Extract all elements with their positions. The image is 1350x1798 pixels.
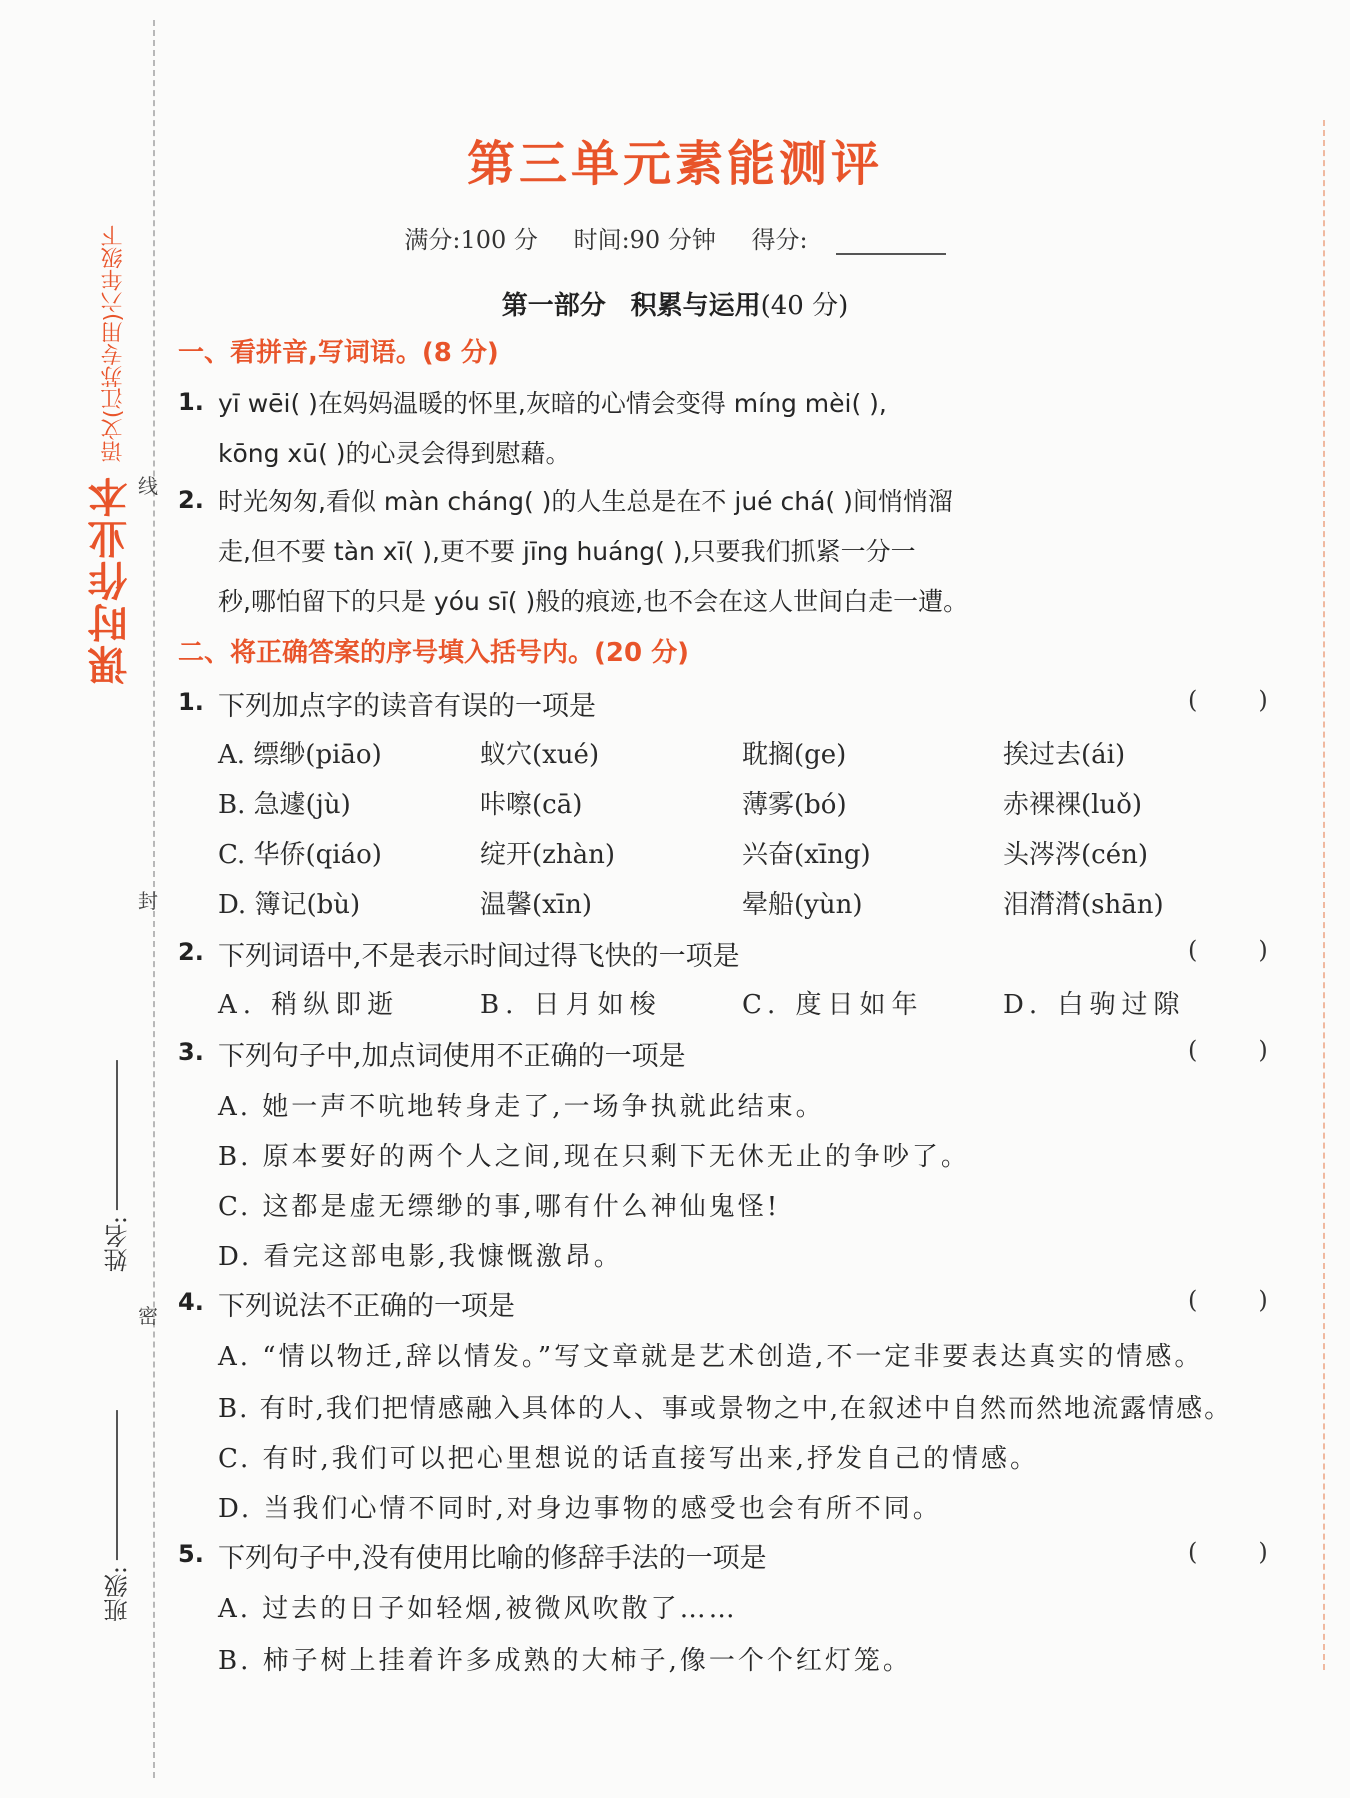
mc-q2-option: D. 白驹过隙 (1003, 990, 1186, 1020)
mc-q4-option-a: A. “情以物迁,辞以情发。”写文章就是艺术创造,不一定非要表达真实的情感。 (218, 1342, 1204, 1372)
name-field (100, 1060, 135, 1272)
mc-q1-option: 挨过去(ái) (1003, 740, 1126, 770)
mc-q2-stem: 下列词语中,不是表示时间过得飞快的一项是 (218, 941, 740, 972)
class-field (100, 1410, 135, 1622)
mc-q1-number: 1. (178, 688, 204, 716)
mc-q1-option: 薄雾(bó) (742, 790, 847, 820)
cut-mark-secret: 密 (138, 1304, 158, 1328)
mc-q5-option-a: A. 过去的日子如轻烟,被微风吹散了…… (218, 1594, 738, 1624)
section-2-heading: 二、将正确答案的序号填入括号内。(20 分) (178, 638, 689, 668)
mc-q1-option: B. 急遽(jù) (218, 790, 351, 820)
mc-q1-option: 泪潸潸(shān) (1003, 890, 1164, 920)
mc-q1-option: C. 华侨(qiáo) (218, 840, 382, 870)
mc-q2-answer-box[interactable]: ( ) (1188, 936, 1268, 964)
class-blank[interactable] (117, 1410, 119, 1560)
mc-q1-option: 晕船(yùn) (742, 890, 863, 920)
page-title: 第三单元素能测评 (466, 136, 883, 192)
class-label: 班级: (104, 1566, 132, 1623)
mc-q3-option-a: A. 她一声不吭地转身走了,一场争执就此结束。 (218, 1092, 825, 1122)
pinyin-q1-line2: kōng xū( )的心灵会得到慰藉。 (218, 439, 571, 468)
mc-q1-option: D. 簿记(bù) (218, 890, 361, 920)
mc-q3-stem: 下列句子中,加点词使用不正确的一项是 (218, 1041, 686, 1072)
mc-q5-option-b: B. 柿子树上挂着许多成熟的大柿子,像一个个红灯笼。 (218, 1646, 912, 1676)
mc-q3-option-c: C. 这都是虚无缥缈的事,哪有什么神仙鬼怪! (218, 1192, 781, 1222)
pinyin-q2-line1: 时光匆匆,看似 màn cháng( )的人生总是在不 jué chá( )间悄悄溜 (218, 487, 953, 516)
mc-q2-option: A. 稍纵即逝 (218, 990, 400, 1020)
cut-mark-seal: 封 (138, 889, 158, 913)
mc-q1-option: 头涔涔(cén) (1003, 840, 1148, 870)
sidebar-brand-logo: 课时作业本 (88, 475, 134, 685)
mc-q1-option: 蚁穴(xué) (480, 740, 600, 770)
mc-q1-option: 耽搁(ge) (742, 740, 847, 770)
full-score: 满分:100 分 (404, 226, 538, 254)
q2-number: 2. (178, 486, 204, 514)
part-points: (40 分) (760, 291, 849, 321)
mc-q1-option: A. 缥缈(piāo) (218, 740, 382, 770)
mc-q1-stem: 下列加点字的读音有误的一项是 (218, 691, 596, 722)
score-label: 得分: (751, 226, 808, 254)
mc-q4-option-d: D. 当我们心情不同时,对身边事物的感受也会有所不同。 (218, 1494, 942, 1524)
part-heading (0, 285, 1350, 322)
mc-q3-option-d: D. 看完这部电影,我慷慨激昂。 (218, 1242, 623, 1272)
mc-q1-answer-box[interactable]: ( ) (1188, 686, 1268, 714)
name-blank[interactable] (117, 1060, 119, 1210)
mc-q5-stem: 下列句子中,没有使用比喻的修辞手法的一项是 (218, 1543, 767, 1574)
sidebar-subject: 语文(江苏专用)六年级下 (101, 225, 126, 463)
mc-q3-number: 3. (178, 1038, 204, 1066)
mc-q1-option: 兴奋(xīng) (742, 840, 871, 870)
pinyin-q2-line3: 秒,哪怕留下的只是 yóu sī( )般的痕迹,也不会在这人世间白走一遭。 (218, 587, 969, 616)
exam-meta (0, 220, 1350, 255)
right-dashed-border (1323, 120, 1325, 1670)
mc-q2-number: 2. (178, 938, 204, 966)
mc-q4-number: 4. (178, 1288, 204, 1316)
mc-q1-option: 温馨(xīn) (480, 890, 593, 920)
part-title: 第一部分 (501, 291, 606, 321)
mc-q1-option: 赤裸裸(luǒ) (1003, 790, 1143, 820)
mc-q5-number: 5. (178, 1540, 204, 1568)
pinyin-q1-line1: yī wēi( )在妈妈温暖的怀里,灰暗的心情会变得 míng mèi( ), (218, 389, 887, 418)
mc-q4-answer-box[interactable]: ( ) (1188, 1286, 1268, 1314)
name-label: 姓名: (104, 1216, 132, 1273)
mc-q4-stem: 下列说法不正确的一项是 (218, 1291, 515, 1322)
q1-number: 1. (178, 388, 204, 416)
mc-q1-option: 咔嚓(cā) (480, 790, 583, 820)
cut-mark-line: 线 (138, 474, 158, 498)
score-blank[interactable] (836, 253, 946, 255)
mc-q4-option-b: B. 有时,我们把情感融入具体的人、事或景物之中,在叙述中自然而然地流露情感。 (218, 1394, 1233, 1424)
mc-q1-option: 绽开(zhàn) (480, 840, 615, 870)
section-1-heading: 一、看拼音,写词语。(8 分) (178, 338, 499, 368)
mc-q3-option-b: B. 原本要好的两个人之间,现在只剩下无休无止的争吵了。 (218, 1142, 970, 1172)
mc-q2-option: B. 日月如梭 (480, 990, 662, 1020)
time-limit: 时间:90 分钟 (573, 226, 716, 254)
mc-q5-answer-box[interactable]: ( ) (1188, 1538, 1268, 1566)
mc-q2-option: C. 度日如年 (742, 990, 924, 1020)
mc-q4-option-c: C. 有时,我们可以把心里想说的话直接写出来,抒发自己的情感。 (218, 1444, 1040, 1474)
pinyin-q2-line2: 走,但不要 tàn xī( ),更不要 jīng huáng( ),只要我们抓紧一分一 (218, 537, 916, 566)
mc-q3-answer-box[interactable]: ( ) (1188, 1036, 1268, 1064)
part-subtitle: 积累与运用 (630, 291, 761, 321)
